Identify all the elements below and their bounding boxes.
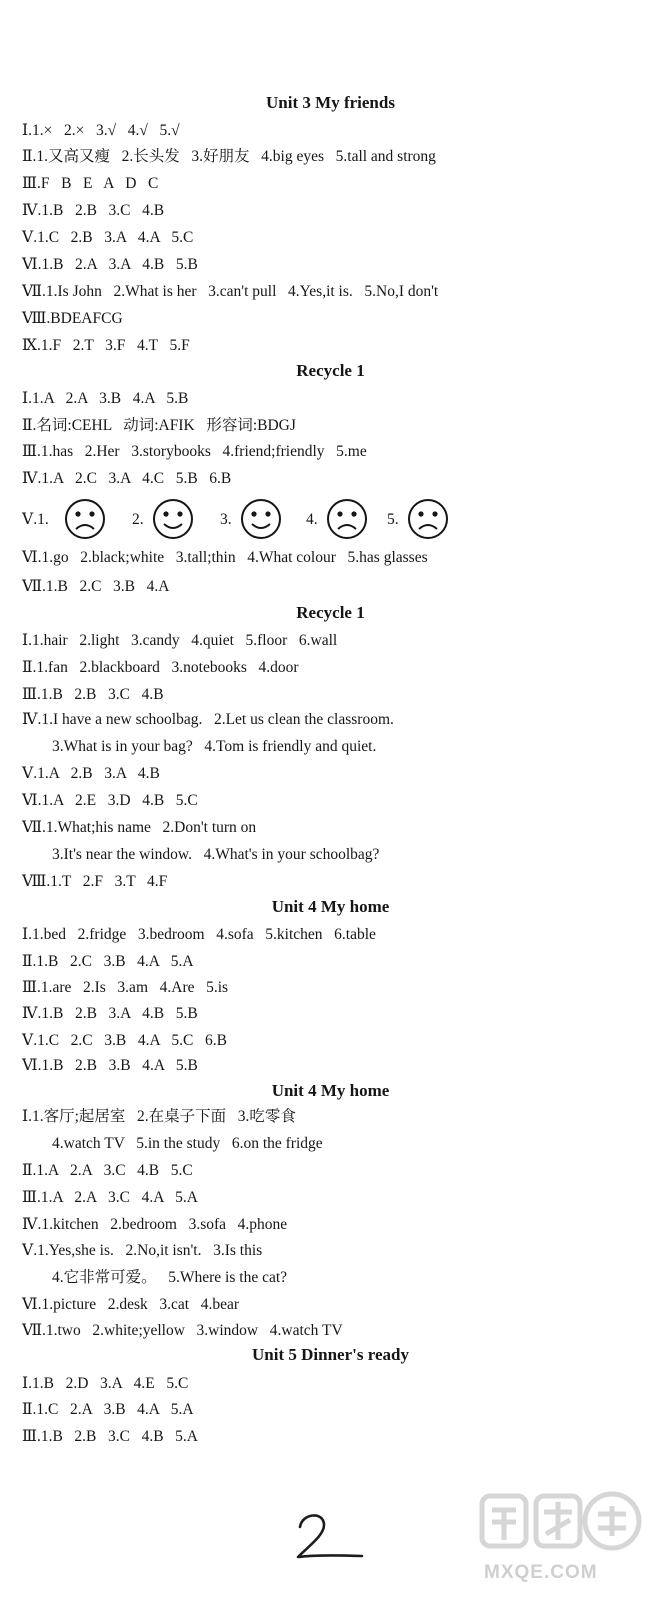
section-title-unit3: Unit 3 My friends <box>266 93 395 112</box>
answer-line: Ⅵ.1.A 2.E 3.D 4.B 5.C <box>22 792 198 809</box>
section-title-unit4: Unit 4 My home <box>271 1081 390 1100</box>
answer-line: Ⅲ.1.B 2.B 3.C 4.B <box>22 686 164 703</box>
answer-line: 3.What is in your bag? 4.Tom is friendly and quiet. <box>52 738 377 755</box>
answer-line: Ⅶ.1.What;his name 2.Don't turn on <box>22 819 257 836</box>
answer-line: Ⅴ.1.A 2.B 3.A 4.B <box>22 765 160 782</box>
answer-line: 3.It's near the window. 4.What's in your schoolbag? <box>52 846 380 863</box>
answer-line: Ⅳ.1.B 2.B 3.C 4.B <box>22 202 165 219</box>
answer-line: Ⅱ.1.B 2.C 3.B 4.A 5.A <box>22 953 194 970</box>
answer-line: Ⅱ.1.fan 2.blackboard 3.notebooks 4.door <box>22 659 299 676</box>
answer-line: Ⅷ.1.T 2.F 3.T 4.F <box>22 873 168 890</box>
answer-line: Ⅰ.1.A 2.A 3.B 4.A 5.B <box>22 390 189 407</box>
faces-answer-row <box>22 498 502 542</box>
section-title-unit5: Unit 5 Dinner's ready <box>252 1345 409 1364</box>
watermark-url: MXQE.COM <box>484 1562 598 1583</box>
sad-face-icon <box>326 498 368 540</box>
answer-line: Ⅵ.1.go 2.black;white 3.tall;thin 4.What colour 5.has glasses <box>22 549 428 566</box>
section-title-recycle1: Recycle 1 <box>296 603 365 622</box>
faces-row-label: 3. <box>220 511 232 528</box>
faces-row-label: 4. <box>306 511 318 528</box>
sad-face-icon <box>64 498 106 540</box>
answer-line: Ⅰ.1.客厅;起居室 2.在桌子下面 3.吃零食 <box>22 1108 296 1125</box>
answer-line: Ⅷ.BDEAFCG <box>22 310 123 327</box>
answer-line: Ⅱ.名词:CEHL 动词:AFIK 形容词:BDGJ <box>22 417 296 434</box>
answer-line: Ⅱ.1.A 2.A 3.C 4.B 5.C <box>22 1162 193 1179</box>
answer-line: Ⅲ.1.A 2.A 3.C 4.A 5.A <box>22 1189 198 1206</box>
answer-line: Ⅴ.1.Yes,she is. 2.No,it isn't. 3.Is this <box>22 1242 263 1259</box>
faces-row-label: 5. <box>387 511 399 528</box>
answer-line: Ⅳ.1.B 2.B 3.A 4.B 5.B <box>22 1005 198 1022</box>
happy-face-icon <box>240 498 282 540</box>
answer-line: Ⅳ.1.kitchen 2.bedroom 3.sofa 4.phone <box>22 1216 288 1233</box>
answer-line: Ⅳ.1.A 2.C 3.A 4.C 5.B 6.B <box>22 470 232 487</box>
answer-line: Ⅶ.1.B 2.C 3.B 4.A <box>22 578 170 595</box>
answer-line: Ⅰ.1.B 2.D 3.A 4.E 5.C <box>22 1375 189 1392</box>
answer-line: Ⅱ.1.C 2.A 3.B 4.A 5.A <box>22 1401 194 1418</box>
faces-row-label: 2. <box>132 511 144 528</box>
happy-face-icon <box>152 498 194 540</box>
answer-line: Ⅱ.1.又高又瘦 2.长头发 3.好朋友 4.big eyes 5.tall and strong <box>22 148 436 165</box>
faces-row-prefix: Ⅴ.1. <box>22 511 49 528</box>
answer-line: Ⅵ.1.picture 2.desk 3.cat 4.bear <box>22 1296 240 1313</box>
answer-line: Ⅰ.1.bed 2.fridge 3.bedroom 4.sofa 5.kitchen 6.table <box>22 926 376 943</box>
answer-line: 4.watch TV 5.in the study 6.on the fridge <box>52 1135 323 1152</box>
answer-line: Ⅶ.1.Is John 2.What is her 3.can't pull 4.Yes,it is. 5.No,I don't <box>22 283 439 300</box>
answer-line: Ⅴ.1.C 2.B 3.A 4.A 5.C <box>22 229 194 246</box>
answer-line: Ⅲ.1.are 2.Is 3.am 4.Are 5.is <box>22 979 229 996</box>
answer-line: Ⅵ.1.B 2.A 3.A 4.B 5.B <box>22 256 198 273</box>
answer-line: Ⅲ.1.B 2.B 3.C 4.B 5.A <box>22 1428 198 1445</box>
answer-line: Ⅳ.1.I have a new schoolbag. 2.Let us clean the classroom. <box>22 711 394 728</box>
answer-line: Ⅵ.1.B 2.B 3.B 4.A 5.B <box>22 1057 198 1074</box>
answer-line: Ⅴ.1.C 2.C 3.B 4.A 5.C 6.B <box>22 1032 227 1049</box>
answer-line: Ⅲ.1.has 2.Her 3.storybooks 4.friend;friendly 5.me <box>22 443 367 460</box>
answer-line: 4.它非常可爱。 5.Where is the cat? <box>52 1269 288 1286</box>
answer-line: Ⅶ.1.two 2.white;yellow 3.window 4.watch TV <box>22 1322 343 1339</box>
answer-line: Ⅸ.1.F 2.T 3.F 4.T 5.F <box>22 337 190 354</box>
section-title-recycle1: Recycle 1 <box>296 361 365 380</box>
sad-face-icon <box>407 498 449 540</box>
answer-line: Ⅰ.1.× 2.× 3.√ 4.√ 5.√ <box>22 122 180 139</box>
answer-line: Ⅰ.1.hair 2.light 3.candy 4.quiet 5.floor 6.wall <box>22 632 338 649</box>
handwritten-page-number <box>290 1505 370 1565</box>
section-title-unit4: Unit 4 My home <box>271 897 390 916</box>
answer-line: Ⅲ.F B E A D C <box>22 175 159 192</box>
